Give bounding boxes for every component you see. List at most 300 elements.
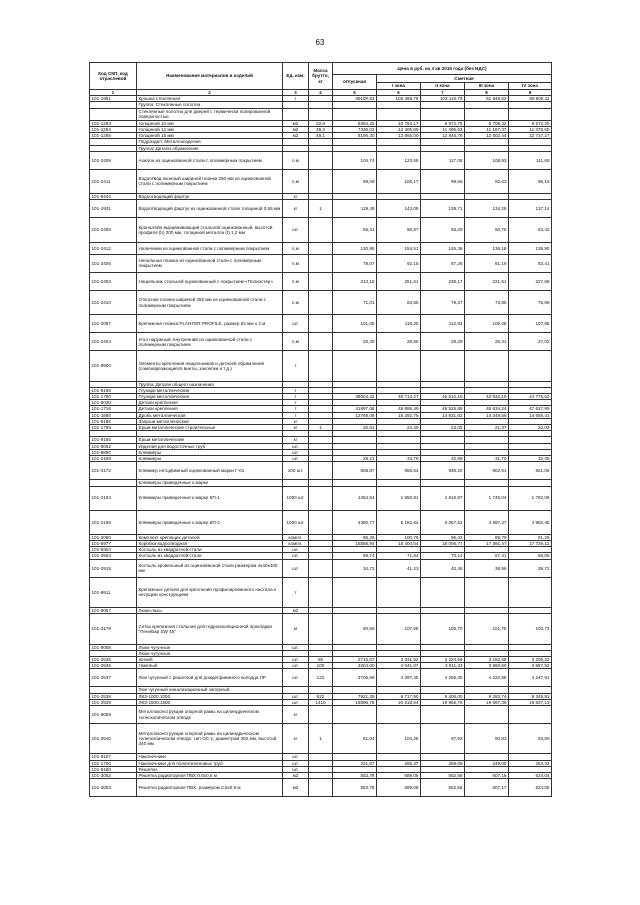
cell-zone2-price: 936,20: [421, 462, 465, 480]
cell-release-price: 90,66: [333, 614, 377, 644]
cell-code: 101-2412: [90, 242, 137, 254]
cell-zone2-price: 9 972,75: [421, 120, 465, 126]
cell-zone4-price: 11 376,60: [509, 126, 552, 132]
cell-mass: [309, 559, 333, 577]
cell-code: 101-9052: [90, 443, 137, 449]
cell-mass: [309, 218, 333, 242]
cell-zone3-price: 3 860,50: [465, 663, 509, 669]
cell-release-price: [333, 577, 377, 607]
cell-zone4-price: 19 837,13: [509, 699, 552, 705]
cell-code: 101-2164: [90, 486, 137, 510]
table-row: [90, 151, 552, 169]
cell-name: Откосная планка шириной 250 мм из оцинкованной стали с полимерным покрытием: [137, 290, 283, 314]
cell-zone2-price: 65,29: [421, 218, 465, 242]
cell-mass: 100: [309, 663, 333, 669]
cell-unit: кг: [283, 437, 309, 443]
cell-code: 101-1283: [90, 120, 137, 126]
cell-zone2-price: 40,48: [421, 559, 465, 577]
cell-zone1-price: 13 865,00: [377, 133, 421, 139]
cell-unit: компл.: [283, 541, 309, 547]
cell-name: Костыль из квадратной стали: [137, 553, 283, 559]
cell-release-price: 71,01: [333, 290, 377, 314]
cell-name: Кляммеры приведенные к марке: [137, 480, 283, 486]
cell-zone2-price: 97,92: [421, 724, 465, 754]
cell-zone3-price: 902,61: [465, 462, 509, 480]
cell-zone2-price: 11 495,53: [421, 126, 465, 132]
table-row: [90, 559, 552, 577]
cell-code: 101-9059: [90, 706, 137, 724]
cell-zone1-price: 33,78: [377, 455, 421, 461]
col-index: 3: [283, 90, 309, 96]
cell-release-price: 221,57: [333, 760, 377, 766]
cell-zone1-price: 71,84: [377, 553, 421, 559]
table-row: [90, 724, 552, 754]
cell-name: Люки-лазы: [137, 608, 283, 614]
cell-name: Кляммеры: [137, 455, 283, 461]
cell-code: 101-2097: [90, 315, 137, 333]
cell-name: Подраздел: Металлоизделия: [137, 139, 283, 145]
cell-zone4-price: 32,35: [509, 455, 552, 461]
cell-mass: [309, 315, 333, 333]
cell-unit: п.м: [283, 333, 309, 351]
cell-unit: шт.: [283, 455, 309, 461]
cell-code: 101-1880: [90, 412, 137, 418]
cell-release-price: 89,08: [333, 169, 377, 193]
cell-zone2-price: 1 616,97: [421, 486, 465, 510]
cell-unit: 1000 шт.: [283, 510, 309, 534]
cell-code: 101-2410: [90, 290, 137, 314]
cell-zone2-price: 139,71: [421, 200, 465, 218]
cell-zone4-price: 22,03: [509, 425, 552, 431]
cell-name: Группа: Детали обрамления: [137, 145, 283, 151]
cell-zone2-price: 3 911,33: [421, 663, 465, 669]
cell-zone1-price: 46 713,27: [377, 394, 421, 400]
cell-zone4-price: 62,42: [509, 218, 552, 242]
cell-zone3-price: 105,08: [465, 315, 509, 333]
cell-zone1-price: 12 406,65: [377, 126, 421, 132]
cell-zone2-price: 19 956,76: [421, 699, 465, 705]
cell-zone1-price: 105,17: [377, 169, 421, 193]
cell-name: Сетка крепежная стальная для гидроизоляционной прокладки "ПенеБар SW 45": [137, 614, 283, 644]
cell-zone4-price: 139,90: [509, 242, 552, 254]
cell-unit: 100 шт.: [283, 462, 309, 480]
cell-zone3-price: 108,93: [465, 151, 509, 169]
cell-release-price: 34,72: [333, 559, 377, 577]
cell-release-price: [333, 351, 377, 381]
cell-unit: шт.: [283, 449, 309, 455]
cell-zone4-price: 1 782,09: [509, 486, 552, 510]
cell-release-price: 104,74: [333, 151, 377, 169]
cell-mass: [309, 290, 333, 314]
cell-release-price: 59,74: [333, 553, 377, 559]
table-row: [90, 272, 552, 290]
cell-name: Костыль кровельный из оцинкованной стали размером 4х40х400 мм: [137, 559, 283, 577]
cell-zone4-price: 75,86: [509, 290, 552, 314]
table-row: [90, 108, 552, 120]
cell-zone3-price: 92,63: [465, 169, 509, 193]
cell-zone4-price: 27,02: [509, 333, 552, 351]
cell-zone2-price: 105,70: [421, 614, 465, 644]
cell-mass: [309, 272, 333, 290]
cell-zone2-price: 95,42: [421, 534, 465, 540]
cell-zone1-price: [377, 351, 421, 381]
cell-code: 101-3053: [90, 779, 137, 797]
cell-zone4-price: 3 205,22: [509, 656, 552, 662]
cell-unit: шт.: [283, 559, 309, 577]
cell-release-price: 3204,00: [333, 663, 377, 669]
cell-name: Ерши металлические: [137, 437, 283, 443]
cell-release-price: 78,07: [333, 254, 377, 272]
cell-zone4-price: 44 775,62: [509, 394, 552, 400]
cell-release-price: 808,67: [333, 462, 377, 480]
cell-name: Решетки: [137, 766, 283, 772]
cell-zone4-price: 921,05: [509, 462, 552, 480]
cell-zone1-price: 9 717,90: [377, 693, 421, 699]
cell-code: 101-2411: [90, 169, 137, 193]
col-zone1-header: I зона: [377, 83, 421, 90]
cell-release-price: 130,95: [333, 242, 377, 254]
cell-unit: м2: [283, 773, 309, 779]
cell-zone2-price: 146,36: [421, 242, 465, 254]
cell-name: Решетка радиаторная ПВХ, размером 0,6х0,9 м: [137, 779, 283, 797]
col-index: 8: [465, 90, 509, 96]
cell-unit: п.м: [283, 272, 309, 290]
cell-name: Крошка стеклянная: [137, 96, 283, 102]
col-index: 4: [309, 90, 333, 96]
cell-release-price: 65,38: [333, 534, 377, 540]
cell-code: 101-1700: [90, 760, 137, 766]
table-row: [90, 462, 552, 480]
cell-mass: 1410: [309, 699, 333, 705]
page-number: 63: [315, 38, 325, 47]
cell-name: Угол наружный, внутренний из оцинкованной стали с полимерным покрытием: [137, 333, 283, 351]
cell-code: 101-9900: [90, 351, 137, 381]
cell-unit: шт.: [283, 669, 309, 687]
cell-code: 101-2538: [90, 693, 137, 699]
col-index: 7: [421, 90, 465, 96]
cell-release-price: 101,05: [333, 315, 377, 333]
cell-zone2-price: 259,09: [421, 760, 465, 766]
cell-zone2-price: 28,28: [421, 333, 465, 351]
cell-name: толщиной 12 мм: [137, 126, 283, 132]
cell-code: 101-2409: [90, 151, 137, 169]
cell-mass: [309, 577, 333, 607]
cell-release-price: 6364,25: [333, 120, 377, 126]
cell-name: Водоотводящий фартук: [137, 194, 283, 200]
cell-name: Люк чугунный канализационный запорный: [137, 687, 283, 693]
cell-zone1-price: 689,09: [377, 779, 421, 797]
table-row: [90, 254, 552, 272]
cell-name: Элементы крепления нащельников и деталей обрамления (самонарезающиеся винты, заклепки и т.д.): [137, 351, 283, 381]
cell-zone2-price: 12 846,78: [421, 133, 465, 139]
cell-unit: т: [283, 96, 309, 102]
cell-zone3-price: 67,41: [465, 553, 509, 559]
cell-release-price: 8196,30: [333, 133, 377, 139]
cell-mass: 1: [309, 724, 333, 754]
col-index: 1: [90, 90, 137, 96]
cell-code: 101-4172: [90, 462, 137, 480]
cell-unit: шт.: [283, 754, 309, 760]
cell-release-price: 81,04: [333, 724, 377, 754]
cell-zone2-price: 4 256,30: [421, 669, 465, 687]
table-row: [90, 242, 552, 254]
cell-zone3-price: 5 705,42: [465, 120, 509, 126]
cell-zone4-price: 17 729,12: [509, 541, 552, 547]
cell-unit: шт.: [283, 644, 309, 650]
cell-mass: [309, 108, 333, 120]
cell-zone3-price: 31,70: [465, 455, 509, 461]
cell-unit: шт.: [283, 547, 309, 553]
col-mass-header: Масса брутто, кг: [309, 63, 333, 90]
cell-name: Стеклянные полотна для дверей с термически полированной поверхностью: [137, 108, 283, 120]
cell-code: 101-9185: [90, 437, 137, 443]
cell-zone2-price: [421, 706, 465, 724]
cell-name: Водоотводящий фартук из оцинкованной стали толщиной 0,55 мм: [137, 200, 283, 218]
cell-zone3-price: 3 182,68: [465, 656, 509, 662]
cell-zone2-price: 238,17: [421, 272, 465, 290]
cell-code: 101-9444: [90, 194, 137, 200]
cell-unit: п.м: [283, 169, 309, 193]
cell-zone3-price: 90,83: [465, 724, 509, 754]
cell-release-price: 2715,57: [333, 656, 377, 662]
cell-zone3-price: 134,25: [465, 200, 509, 218]
cell-zone3-price: [465, 351, 509, 381]
cell-unit: шт.: [283, 693, 309, 699]
cell-code: 101-2539: [90, 699, 137, 705]
col-index: 6: [377, 90, 421, 96]
cell-zone3-price: 14 349,56: [465, 412, 509, 418]
cell-unit: т: [283, 400, 309, 406]
cell-unit: шт.: [283, 315, 309, 333]
cell-zone3-price: 17 391,47: [465, 541, 509, 547]
cell-zone1-price: 154,61: [377, 242, 421, 254]
cell-zone2-price: [421, 577, 465, 607]
cell-code: 101-9180: [90, 766, 137, 772]
cell-mass: 622: [309, 693, 333, 699]
cell-zone3-price: 101,75: [465, 614, 509, 644]
cell-release-price: 3706,86: [333, 669, 377, 687]
cell-name: Детали крепления: [137, 406, 283, 412]
cell-zone4-price: 3 887,92: [509, 663, 552, 669]
col-index: 5: [333, 90, 377, 96]
cell-code: 101-2404: [90, 333, 137, 351]
cell-zone1-price: 107,68: [377, 614, 421, 644]
cell-zone4-price: 4 992,45: [509, 510, 552, 534]
cell-unit: 1000 шт.: [283, 486, 309, 510]
cell-zone2-price: 9 406,00: [421, 693, 465, 699]
cell-unit: м: [283, 614, 309, 644]
cell-mass: [309, 779, 333, 797]
table-row: [90, 486, 552, 510]
cell-name: Люки чугунные: [137, 644, 283, 650]
cell-zone3-price: 52 848,62: [465, 96, 509, 102]
cell-code: 101-2540: [90, 724, 137, 754]
cell-release-price: 8910#,53: [333, 96, 377, 102]
table-row: [90, 351, 552, 381]
cell-unit: т: [283, 577, 309, 607]
cell-zone3-price: 88,79: [465, 534, 509, 540]
cell-mass: [309, 510, 333, 534]
cell-zone4-price: 91,25: [509, 534, 552, 540]
cell-zone3-price: 43 832,19: [465, 394, 509, 400]
cell-zone3-price: 46 634,24: [465, 406, 509, 412]
col-name-header: Наименование материалов и изделий: [137, 63, 283, 90]
col-release-header: отпускная: [333, 75, 377, 90]
cell-zone3-price: 26,31: [465, 333, 509, 351]
cell-zone3-price: 12 502,44: [465, 133, 509, 139]
cell-zone2-price: 3 224,59: [421, 656, 465, 662]
cell-release-price: 28,21: [333, 455, 377, 461]
cell-mass: 65: [309, 656, 333, 662]
cell-name: Глухари металлические: [137, 387, 283, 393]
cell-zone1-price: [377, 108, 421, 120]
col-zone2-header: II зона: [421, 83, 465, 90]
cell-zone4-price: 9 349,51: [509, 693, 552, 699]
cell-zone3-price: 21,37: [465, 425, 509, 431]
cell-mass: [309, 169, 333, 193]
cell-code: 101-1285: [90, 133, 137, 139]
cell-zone1-price: 24,49: [377, 425, 421, 431]
cell-zone4-price: [509, 108, 552, 120]
cell-code: [90, 108, 137, 120]
cell-release-price: 553,78: [333, 773, 377, 779]
cell-release-price: 41897,66: [333, 406, 377, 412]
table-row: [90, 333, 552, 351]
cell-code: 101-1790: [90, 394, 137, 400]
cell-zone3-price: 221,61: [465, 272, 509, 290]
cell-zone1-price: 83,85: [377, 290, 421, 314]
cell-name: Костыль из квадратной стали: [137, 547, 283, 553]
cell-zone1-price: 251,61: [377, 272, 421, 290]
cell-zone1-price: 1 650,81: [377, 486, 421, 510]
cell-zone1-price: 66,97: [377, 218, 421, 242]
cell-zone2-price: 103 115,78: [421, 96, 465, 102]
cell-zone4-price: 227,68: [509, 272, 552, 290]
cell-zone3-price: 607,17: [465, 779, 509, 797]
cell-unit: т: [283, 394, 309, 400]
cell-zone2-price: 112,93: [421, 315, 465, 333]
cell-name: Крепежная планка PLANTER PROFILE, размер 62 мм х 2 м: [137, 315, 283, 333]
cell-name: легкий: [137, 656, 283, 662]
cell-name: Глухари металлические: [137, 394, 283, 400]
cell-zone2-price: 5 067,53: [421, 510, 465, 534]
cell-code: 101-2535: [90, 656, 137, 662]
cell-code: 101-1716: [90, 406, 137, 412]
cell-zone1-price: 18 404,54: [377, 541, 421, 547]
cell-code: 101-1981: [90, 96, 137, 102]
cell-name: Кляммеры приведенные к марке КП-2: [137, 510, 283, 534]
cell-mass: [309, 254, 333, 272]
cell-unit: шт.: [283, 656, 309, 662]
cell-release-price: 20,51: [333, 425, 377, 431]
col-estimate-header: Сметная: [377, 75, 552, 83]
cell-zone4-price: 12 717,27: [509, 133, 552, 139]
cell-zone1-price: 123,65: [377, 151, 421, 169]
cell-zone4-price: 93,59: [509, 724, 552, 754]
cell-name: Наконечники: [137, 754, 283, 760]
cell-code: 101-2403: [90, 272, 137, 290]
cell-unit: компл.: [283, 534, 309, 540]
cell-code: 101-9304: [90, 547, 137, 553]
cell-unit: шт.: [283, 218, 309, 242]
cell-code: 101-1284: [90, 126, 137, 132]
col-unit-header: Ед. изм.: [283, 63, 309, 90]
cell-zone1-price: 20 618,54: [377, 699, 421, 705]
cell-mass: 1: [309, 200, 333, 218]
cell-zone3-price: 60,75: [465, 218, 509, 242]
table-row: [90, 614, 552, 644]
cell-zone4-price: 107,95: [509, 315, 552, 333]
cell-zone3-price: 38,96: [465, 559, 509, 577]
cell-code: 101-1789: [90, 425, 137, 431]
cell-code: 101-5977: [90, 541, 137, 547]
cell-zone2-price: 99,56: [421, 169, 465, 193]
cell-mass: 32,8: [309, 120, 333, 126]
cell-zone2-price: 48 525,86: [421, 406, 465, 412]
cell-name: Изделия для водосточных труб: [137, 443, 283, 449]
cell-name: Комплект крепящих деталей: [137, 534, 283, 540]
cell-zone4-price: 14 658,41: [509, 412, 552, 418]
cell-zone3-price: 136,18: [465, 242, 509, 254]
cell-release-price: 213,10: [333, 272, 377, 290]
table-row: [90, 200, 552, 218]
cell-unit: п.м: [283, 242, 309, 254]
cell-release-price: [333, 706, 377, 724]
cell-name: толщиной 10 мм: [137, 120, 283, 126]
cell-zone4-price: 624,04: [509, 773, 552, 779]
cell-zone4-price: 254,33: [509, 760, 552, 766]
cell-name: ЛКЗ-1000.1000: [137, 693, 283, 699]
cell-name: Заерши металлические: [137, 418, 283, 424]
cell-unit: т: [283, 351, 309, 381]
table-row: [90, 290, 552, 314]
cell-unit: п.м: [283, 254, 309, 272]
cell-zone4-price: 111,68: [509, 151, 552, 169]
cell-zone2-price: 18 006,77: [421, 541, 465, 547]
table-row: [90, 169, 552, 193]
table-row: [90, 669, 552, 687]
cell-zone1-price: [377, 577, 421, 607]
cell-name: Решетка радиаторная ПВХ 0,6х0,6 м: [137, 773, 283, 779]
table-row: [90, 218, 552, 242]
cell-mass: [309, 462, 333, 480]
cell-release-price: 4380,77: [333, 510, 377, 534]
cell-zone3-price: 4 897,37: [465, 510, 509, 534]
cell-name: Наконечники для полиэтиленовых труб: [137, 760, 283, 766]
cell-zone4-price: 103,73: [509, 614, 552, 644]
table-row: [90, 706, 552, 724]
cell-release-price: 39004,42: [333, 394, 377, 400]
col-price-header: Цена в руб. на 3 кв 2015 года (без НДС): [333, 63, 552, 75]
cell-zone1-price: 100,76: [377, 534, 421, 540]
cell-code: 101-9911: [90, 577, 137, 607]
cell-zone2-price: 70,14: [421, 553, 465, 559]
cell-zone3-price: 73,85: [465, 290, 509, 314]
cell-zone1-price: [377, 706, 421, 724]
cell-zone2-price: 23,05: [421, 425, 465, 431]
cell-release-price: 25,30: [333, 333, 377, 351]
cell-mass: [309, 486, 333, 510]
cell-zone1-price: 106 458,76: [377, 96, 421, 102]
cell-code: 101-2406: [90, 218, 137, 242]
table-row: [90, 315, 552, 333]
cell-mass: [309, 333, 333, 351]
cell-zone2-price: 652,56: [421, 779, 465, 797]
table-row: [90, 510, 552, 534]
cell-zone2-price: [421, 108, 465, 120]
cell-code: 101-9107: [90, 754, 137, 760]
cell-unit: шт.: [283, 663, 309, 669]
